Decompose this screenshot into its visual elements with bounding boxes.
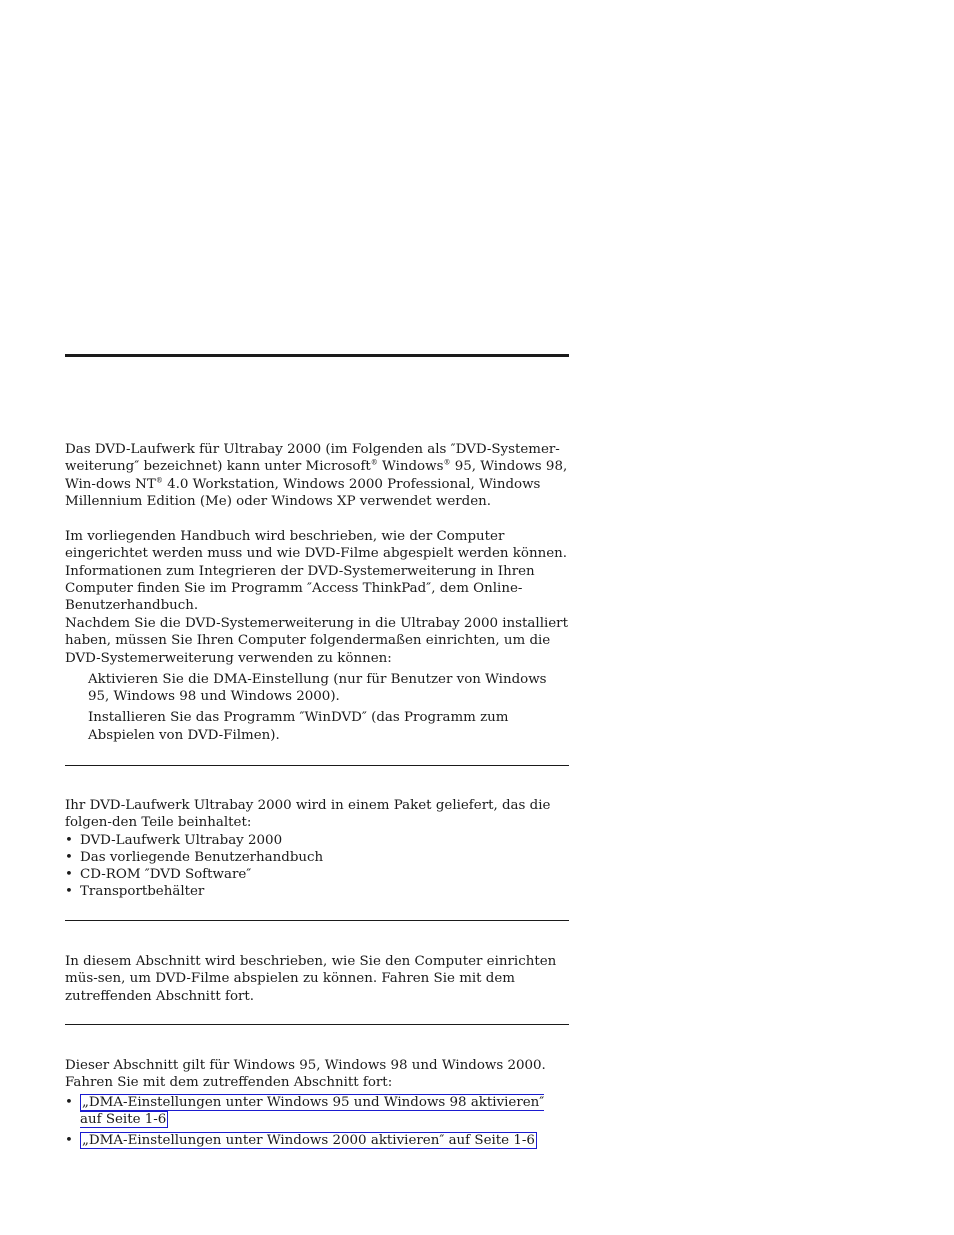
list-item: • Transportbehälter (65, 884, 205, 900)
package-section (65, 797, 569, 901)
dma-section (65, 1057, 569, 1153)
intro-paragraph-2: Im vorliegenden Handbuch wird beschrieben, wie der Computer eingerichtet werden muss und wie DVD-Filme abgespielt werden können. Informationen zum Integrieren der DVD-Systemerweiterung in Ihren Computer finden Sie im Programm ″Access ThinkPad″, dem Online-Benutzerhandbuch. (65, 529, 567, 614)
section-rule (65, 765, 569, 766)
dma-link-list (65, 1094, 569, 1150)
step-2: Installieren Sie das Programm ″WinDVD″ (das Programm zum Abspielen von DVD-Filmen). (88, 710, 509, 743)
package-list (65, 832, 569, 901)
list-item: • „DMA-Einstellungen unter Windows 2000 aktivieren″ auf Seite 1-6 (65, 1133, 535, 1149)
dma-win95-98-link[interactable]: „DMA-Einstellungen unter Windows 95 und Windows 98 aktivieren″ auf Seite 1-6 (80, 1094, 545, 1127)
intro-paragraph-3: Nachdem Sie die DVD-Systemerweiterung in die Ultrabay 2000 installiert haben, müssen Sie Ihren Computer folgendermaßen einrichten, um die DVD-Systemerweiterung verwenden zu können: (65, 616, 568, 666)
list-item: • „DMA-Einstellungen unter Windows 95 und Windows 98 aktivieren″ auf Seite 1-6 (65, 1094, 545, 1127)
dma-win2000-link[interactable]: „DMA-Einstellungen unter Windows 2000 aktivieren″ auf Seite 1-6 (82, 1133, 535, 1149)
list-item: • CD-ROM ″DVD Software″ (65, 867, 252, 883)
chapter-rule (65, 354, 569, 357)
list-item: • DVD-Laufwerk Ultrabay 2000 (65, 832, 283, 848)
step-1: Aktivieren Sie die DMA-Einstellung (nur für Benutzer von Windows 95, Windows 98 und Windows 2000). (88, 671, 547, 705)
section-rule (65, 1024, 569, 1025)
intro-paragraph-1: Das DVD-Laufwerk für Ultrabay 2000 (im Folgenden als ″DVD-Systemer-weiterung″ bezeichnet) kann unter Microsoft® Windows® 95, Windows 98, Win-dows NT® 4.0 Workstation, Windows 2000 Professional, Windows Millennium Edition (Me) oder Windows XP verwendet werden. (65, 442, 568, 509)
package-text: Ihr DVD-Laufwerk Ultrabay 2000 wird in einem Paket geliefert, das die folgen-den Teile beinhaltet: (65, 798, 551, 831)
intro-section (65, 441, 569, 510)
setup-section (65, 953, 569, 1005)
section-rule (65, 920, 569, 921)
setup-text: In diesem Abschnitt wird beschrieben, wie Sie den Computer einrichten müs-sen, um DVD-Filme abspielen zu können. Fahren Sie mit dem zutreffenden Abschnitt fort. (65, 954, 557, 1004)
dma-text: Dieser Abschnitt gilt für Windows 95, Windows 98 und Windows 2000. Fahren Sie mit dem zutreffenden Abschnitt fort: (65, 1058, 546, 1091)
list-item: • Das vorliegende Benutzerhandbuch (65, 849, 324, 865)
